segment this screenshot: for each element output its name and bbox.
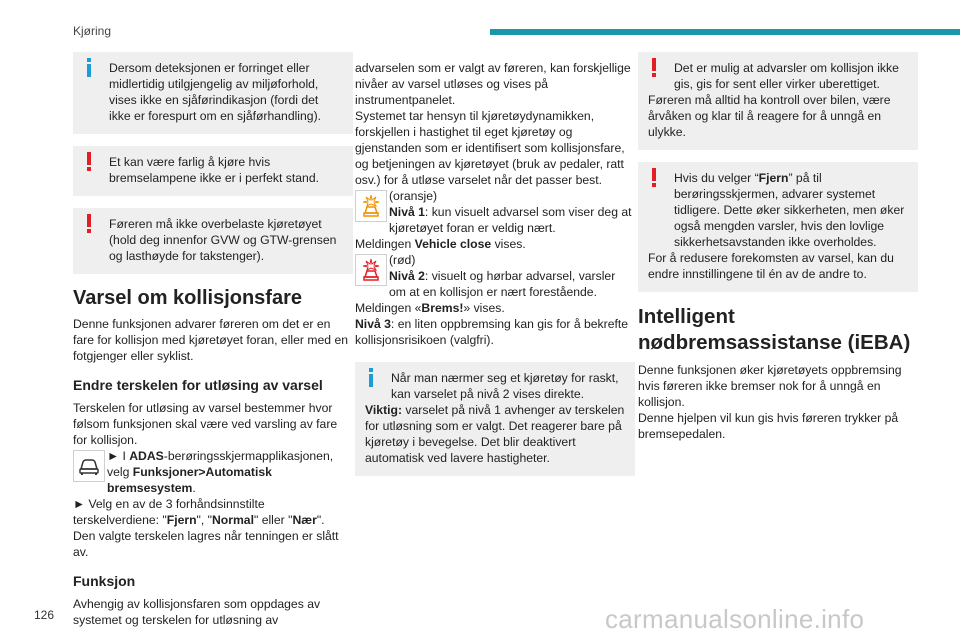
message-text: Meldingen xyxy=(355,237,415,251)
warning-box xyxy=(638,52,918,150)
column-1 xyxy=(73,52,353,628)
paragraph: Denne funksjonen øker kjøretøyets oppbremsing hvis føreren ikke bremser nok for å unngå en kollisjon. xyxy=(638,363,902,409)
paragraph: Den valgte terskelen lagres når tenningen er slått av. xyxy=(73,529,339,559)
warning-text-span: ” på til berøringsskjermen, advarer systemet tidligere. Dette øker sikkerheten, men øker også mengden varsler, hvis den lovlige sikkerhetsavstanden ikke overholdes. xyxy=(674,171,905,249)
warning-box xyxy=(73,146,353,196)
info-box xyxy=(73,52,353,134)
warning-icon xyxy=(647,168,661,188)
level-1-item xyxy=(355,188,635,236)
step-text: -berøringsskjermapplikasjonen, velg xyxy=(107,449,334,479)
warning-icon xyxy=(82,214,96,234)
step-bold: Funksjoner>Automatisk bremsesystem xyxy=(107,465,272,495)
level-label: Nivå 1 xyxy=(389,205,425,219)
level-color: (rød) xyxy=(389,253,416,267)
paragraph: Denne hjelpen vil kun gis hvis føreren trykker på bremsepedalen. xyxy=(638,411,899,441)
message-bold: Vehicle close xyxy=(414,237,492,251)
section-heading: Varsel om kollisjonsfare xyxy=(73,287,302,309)
warning-icon xyxy=(82,152,96,172)
message-line xyxy=(355,236,635,252)
column-3 xyxy=(638,52,918,442)
subheading: Endre terskelen for utløsing av varsel xyxy=(73,377,323,393)
header-accent-bar xyxy=(490,29,960,35)
warning-box xyxy=(638,162,918,292)
info-icon xyxy=(364,368,378,388)
warning-bold: Fjern xyxy=(758,171,789,185)
level-text: : en liten oppbremsing kan gis for å bekrefte kollisjonsrisikoen (valgfri). xyxy=(355,317,629,347)
warning-text: Et kan være farlig å kjøre hvis bremselampene ikke er i perfekt stand. xyxy=(109,155,319,185)
info-text-span: varselet på nivå 1 avhenger av terskelen for utløsning som er valgt. Det reagerer bare på kjøretøy i bevegelse. Det blir deaktivert automatisk ved lavere hastigheter. xyxy=(365,403,625,465)
level-label: Nivå 3 xyxy=(355,317,391,331)
warning-box xyxy=(73,208,353,274)
warning-text-span: Hvis du velger “ xyxy=(674,171,759,185)
step-bold: Fjern xyxy=(166,513,197,527)
message-text: Meldingen « xyxy=(355,301,422,315)
step-bullet: ► I xyxy=(107,449,130,463)
step-bold: ADAS xyxy=(129,449,164,463)
warning-text: Føreren må alltid ha kontroll over bilen, være årvåken og klar til å reagere for å unngå en ulykke. xyxy=(648,93,891,139)
paragraph: Terskelen for utløsing av varsel bestemmer hvor følsom funksjonen skal være ved varsling av fare for kollisjon. xyxy=(73,401,338,447)
collision-warning-red-icon xyxy=(355,254,387,286)
step-bold: Nær xyxy=(292,513,317,527)
message-text: » vises. xyxy=(463,301,505,315)
warning-icon xyxy=(647,58,661,78)
collision-warning-orange-icon xyxy=(355,190,387,222)
subheading: Funksjon xyxy=(73,573,136,589)
step-text: ", " xyxy=(196,513,212,527)
level-color: (oransje) xyxy=(389,189,438,203)
paragraph: advarselen som er valgt av føreren, kan forskjellige nivåer av varsel utløses og vises på instrumentpanelet. xyxy=(355,61,631,107)
page-number: 126 xyxy=(34,608,55,622)
message-bold: Brems! xyxy=(421,301,464,315)
level-text: : kun visuelt advarsel som viser deg at kjøretøyet foran er veldig nært. xyxy=(389,205,632,235)
instruction-step xyxy=(73,448,353,496)
info-text: Når man nærmer seg et kjøretøy for raskt, kan varselet på nivå 2 vises direkte. xyxy=(391,371,619,401)
instruction-step xyxy=(73,496,353,528)
step-text: ► Velg en av de 3 forhåndsinnstilte terskelverdiene: " xyxy=(73,497,265,527)
paragraph: Systemet tar hensyn til kjøretøydynamikken, forskjellen i hastighet til eget kjøretøy og gjenstanden som er identifisert som kollisjonsfare, og betjeningen av kjøretøyet (bruk av pedaler, ratt osv.) for å utløse varselet når det passer best. xyxy=(355,109,625,187)
info-text: Dersom deteksjonen er forringet eller midlertidig utilgjengelig av miljøforhold, vises ikke en sjåførindikasjon (fordi det ikke er forespurt om en sjåførhandling). xyxy=(109,61,322,123)
message-line xyxy=(355,300,635,316)
watermark: carmanualsonline.info xyxy=(605,604,865,634)
step-text: " eller " xyxy=(253,513,293,527)
info-bold: Viktig: xyxy=(365,403,403,417)
warning-text: Føreren må ikke overbelaste kjøretøyet (hold deg innenfor GVW og GTW-grensen og lasthøyde for takstenger). xyxy=(109,217,337,263)
level-text: : visuelt og hørbar advarsel, varsler om at en kollisjon er nært forestående. xyxy=(389,269,616,299)
car-front-icon xyxy=(73,450,105,482)
step-bold: Normal xyxy=(211,513,254,527)
column-2 xyxy=(355,60,635,488)
level-label: Nivå 2 xyxy=(389,269,425,283)
warning-text: For å redusere forekomsten av varsel, kan du endre innstillingene til én av de andre to. xyxy=(648,251,894,281)
info-box xyxy=(355,362,635,476)
step-text: ". xyxy=(316,513,325,527)
info-text xyxy=(365,402,625,466)
warning-text: Det er mulig at advarsler om kollisjon ikke gis, gis for sent eller virker uberettiget. xyxy=(674,61,899,91)
level-3-item xyxy=(355,316,635,348)
info-icon xyxy=(82,58,96,78)
level-2-item xyxy=(355,252,635,300)
step-text: . xyxy=(192,481,196,495)
section-heading: Intelligent nødbremsassistanse (iEBA) xyxy=(638,305,911,354)
message-text: vises. xyxy=(491,237,526,251)
section-header: Kjøring xyxy=(73,24,112,38)
warning-text xyxy=(648,170,908,250)
paragraph: Avhengig av kollisjonsfaren som oppdages av systemet og terskelen for utløsning av xyxy=(73,597,321,627)
intro-paragraph: Denne funksjonen advarer føreren om det er en fare for kollisjon med kjøretøyet foran, eller med en fotgjenger eller syklist. xyxy=(73,317,349,363)
